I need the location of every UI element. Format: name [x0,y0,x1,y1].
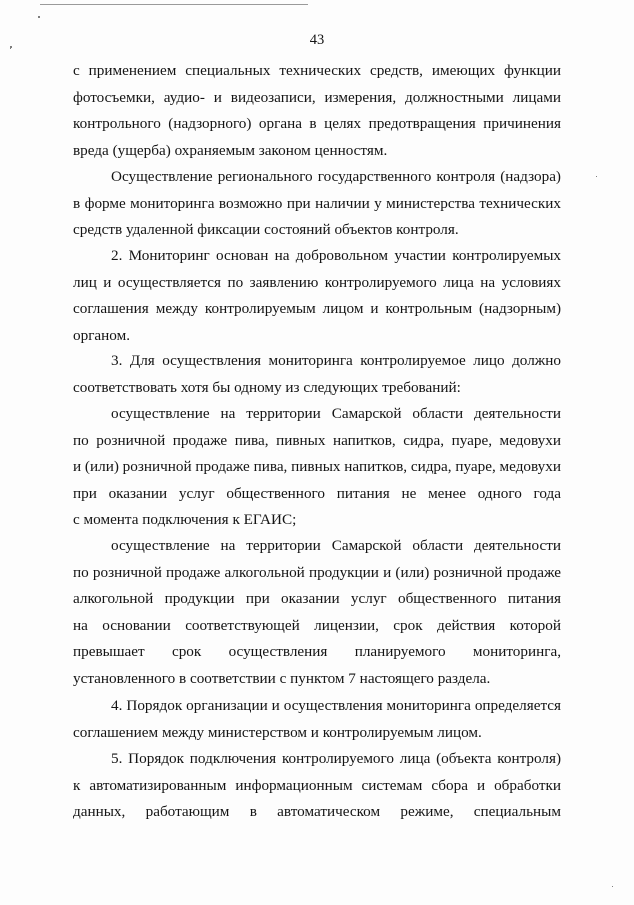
paragraph-item-4 [73,693,561,746]
text-line: органом. [73,326,130,344]
text-line: контрольного (надзорного) органа в целях предотвращения причинения [73,115,561,132]
text-line: осуществление на территории Самарской области деятельности [111,537,561,554]
text-line: Осуществление регионального государственного контроля (надзора) [111,168,561,185]
scan-edge-line [40,4,308,5]
scan-speck [612,886,613,887]
paragraph-requirement-beer [73,401,561,534]
text-line: соглашением между министерством и контролируемым лицом. [73,723,482,741]
text-line: превышает срок осуществления планируемого мониторинга, [73,643,561,660]
text-line: 2. Мониторинг основан на добровольном участии контролируемых [111,247,561,264]
text-line: по розничной продаже алкогольной продукции и (или) розничной продаже [73,563,561,581]
text-line: алкогольной продукции при оказании услуг общественного питания [73,590,561,607]
text-line: по розничной продаже пива, пивных напитков, сидра, пуаре, медовухи [73,431,561,449]
text-line: на основании соответствующей лицензии, срок действия которой [73,616,561,634]
paragraph-continuation [73,58,561,164]
text-line: данных, работающим в автоматическом режиме, специальным [73,803,561,820]
page-number: 43 [309,32,325,48]
text-line: установленного в соответствии с пунктом 7 настоящего раздела. [73,669,491,687]
paragraph-item-3 [73,348,561,401]
scan-speck [38,16,40,18]
text-line: с момента подключения к ЕГАИС; [73,511,297,528]
text-line: соответствовать хотя бы одному из следующих требований: [73,378,461,396]
text-line: к автоматизированным информационным системам сбора и обработки [73,776,561,794]
text-line: лиц и осуществляется по заявлению контролируемого лица на условиях [73,273,561,291]
paragraph-item-5 [73,746,561,826]
text-line: с применением специальных технических средств, имеющих функции [73,62,561,79]
scan-speck [596,176,597,177]
paragraph-regional-control [73,164,561,244]
text-line: средств удаленной фиксации состояний объектов контроля. [73,221,459,238]
text-line: 3. Для осуществления мониторинга контролируемое лицо должно [111,352,561,369]
text-line: фотосъемки, аудио- и видеозаписи, измерения, должностными лицами [73,88,561,106]
text-line: при оказании услуг общественного питания не менее одного года [73,484,561,502]
paragraph-requirement-alcohol [73,533,561,692]
text-line: 5. Порядок подключения контролируемого лица (объекта контроля) [111,750,561,767]
text-line: в форме мониторинга возможно при наличии у министерства технических [73,194,561,212]
text-line: соглашения между контролируемым лицом и контрольным (надзорным) [73,300,561,317]
text-line: и (или) розничной продаже пива, пивных напитков, сидра, пуаре, медовухи [73,458,561,475]
text-line: 4. Порядок организации и осуществления мониторинга определяется [111,697,561,714]
text-line: осуществление на территории Самарской области деятельности [111,405,561,422]
text-line: вреда (ущерба) охраняемым законом ценностям. [73,141,388,159]
paragraph-item-2 [73,243,561,349]
